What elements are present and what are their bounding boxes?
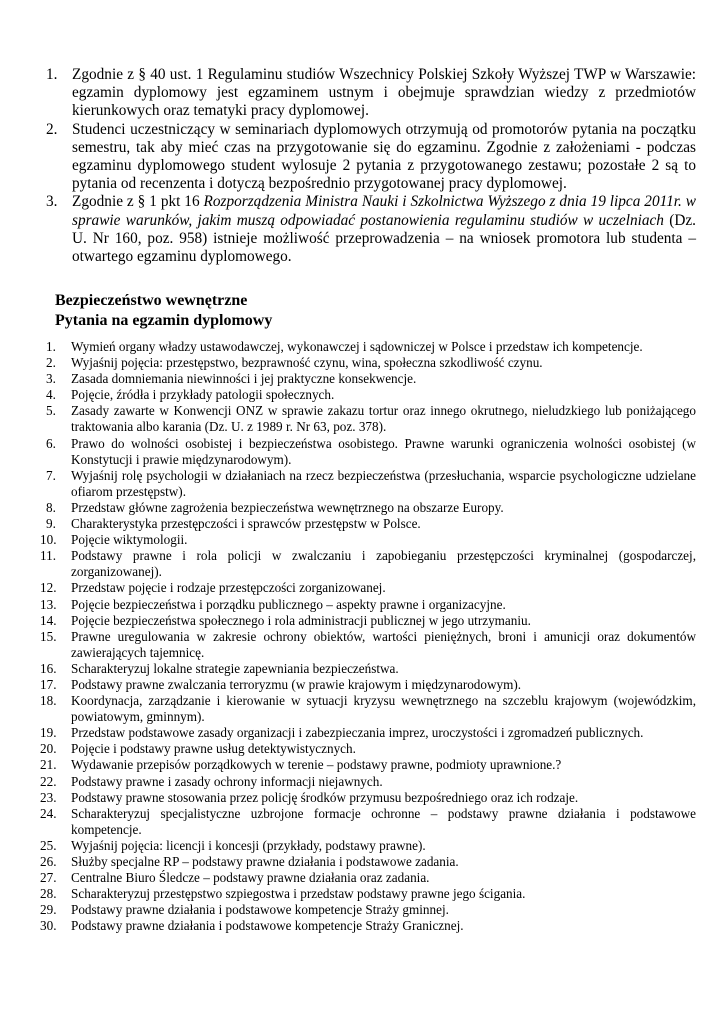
- question-text: Charakterystyka przestępczości i sprawców przestępstw w Polsce.: [71, 516, 421, 532]
- question-number: 18.: [40, 693, 57, 709]
- question-number: 8.: [46, 499, 56, 515]
- question-number: 2.: [46, 355, 56, 371]
- question-number: 22.: [40, 773, 57, 789]
- intro-item-text: Zgodnie z § 40 ust. 1 Regulaminu studiów Wszechnicy Polskiej Szkoły Wyższej TWP w Warszawie: egzamin dyplomowy jest egzaminem ustnym i obejmuje sprawdzian wiedzy z przedmiotów kierunkowych oraz tematyki pracy dyplomowej.: [72, 66, 696, 120]
- intro-list: [40, 66, 696, 266]
- question-text: Scharakteryzuj specjalistyczne uzbrojone formacje ochronne – podstawy prawne działania i podstawowe kompetencje.: [71, 805, 696, 837]
- question-number: 17.: [40, 676, 57, 692]
- question-item: [40, 387, 696, 403]
- question-item: [40, 516, 696, 532]
- question-number: 11.: [40, 548, 56, 564]
- question-text: Podstawy prawne i zasady ochrony informacji niejawnych.: [71, 773, 383, 789]
- question-number: 12.: [40, 580, 57, 596]
- question-item: [40, 757, 696, 773]
- question-text: Podstawy prawne działania i podstawowe kompetencje Straży gminnej.: [71, 902, 449, 918]
- question-item: [40, 580, 696, 596]
- question-text: Wymień organy władzy ustawodawczej, wykonawczej i sądowniczej w Polsce i przedstaw ich kompetencje.: [71, 339, 643, 354]
- question-item: [40, 613, 696, 629]
- question-text: Zasada domniemania niewinności i jej praktyczne konsekwencje.: [71, 371, 417, 387]
- question-text: Wydawanie przepisów porządkowych w terenie – podstawy prawne, podmioty uprawnione.?: [71, 757, 562, 773]
- question-number: 27.: [40, 870, 57, 886]
- question-text: Koordynacja, zarządzanie i kierowanie w sytuacji kryzysu wewnętrznego na szczeblu krajowym (wojewódzkim, powiatowym, gminnym).: [71, 693, 696, 725]
- question-text: Prawne uregulowania w zakresie ochrony obiektów, wartości pieniężnych, broni i amunicji oraz dokumentów zawierających tajemnicę.: [71, 628, 696, 660]
- intro-item: [40, 66, 696, 121]
- question-item: [40, 468, 696, 500]
- question-number: 13.: [40, 596, 57, 612]
- question-item: [40, 436, 696, 468]
- question-item: [40, 355, 696, 371]
- question-number: 30.: [40, 918, 57, 934]
- question-item: [40, 854, 696, 870]
- question-number: 14.: [40, 612, 57, 628]
- question-text: Podstawy prawne i rola policji w zwalczaniu i zapobieganiu przestępczości kryminalnej (gospodarczej, zorganizowanej).: [71, 548, 696, 580]
- question-text: Pojęcie bezpieczeństwa i porządku publicznego – aspekty prawne i organizacyjne.: [71, 596, 506, 612]
- question-number: 16.: [40, 660, 57, 676]
- question-text: Prawo do wolności osobistej i bezpieczeństwa osobistego. Prawne warunki ograniczenia wolności osobistej (w Konstytucji i prawie międzynarodowym).: [71, 435, 696, 467]
- intro-item-number: 3.: [46, 193, 58, 211]
- question-text: Przedstaw główne zagrożenia bezpieczeństwa wewnętrznego na obszarze Europy.: [71, 499, 504, 515]
- question-number: 3.: [46, 371, 56, 387]
- regulation-reference-suffix: (Dz. U. Nr 160, poz. 958) istnieje możliwość przeprowadzenia – na wniosek promotora lub studenta – otwartego egzaminu dyplomowego.: [72, 211, 696, 266]
- question-item: [40, 403, 696, 435]
- intro-item-text: [72, 193, 696, 266]
- question-item: [40, 902, 696, 918]
- question-text: Podstawy prawne działania i podstawowe kompetencje Straży Granicznej.: [71, 918, 464, 934]
- section-title: Bezpieczeństwo wewnętrzne: [55, 292, 248, 309]
- question-item: [40, 806, 696, 838]
- question-item: [40, 371, 696, 387]
- question-item: [40, 774, 696, 790]
- question-text: Pojęcie i podstawy prawne usług detektywistycznych.: [71, 741, 356, 757]
- question-item: [40, 870, 696, 886]
- question-item: [40, 597, 696, 613]
- question-number: 24.: [40, 805, 57, 821]
- question-text: Scharakteryzuj lokalne strategie zapewniania bezpieczeństwa.: [71, 660, 399, 676]
- question-item: [40, 339, 696, 355]
- intro-item: [40, 121, 696, 194]
- question-number: 28.: [40, 886, 57, 902]
- intro-item-number: 2.: [46, 120, 58, 138]
- intro-item: [40, 193, 696, 266]
- question-item: [40, 725, 696, 741]
- question-number: 10.: [40, 532, 57, 548]
- question-number: 5.: [46, 403, 56, 419]
- question-text: Podstawy prawne stosowania przez policję środków przymusu bezpośredniego oraz ich rodzaje.: [71, 789, 579, 805]
- question-number: 15.: [40, 628, 57, 644]
- intro-item-number: 1.: [46, 66, 58, 83]
- question-text: Centralne Biuro Śledcze – podstawy prawne działania oraz zadania.: [71, 870, 430, 886]
- question-text: Scharakteryzuj przestępstwo szpiegostwa i przedstaw podstawy prawne jego ścigania.: [71, 886, 526, 902]
- question-text: Wyjaśnij pojęcia: przestępstwo, bezprawność czynu, wina, społeczna szkodliwość czynu.: [71, 355, 543, 371]
- question-text: Przedstaw podstawowe zasady organizacji i zabezpieczania imprez, uroczystości i zgromadzeń publicznych.: [71, 725, 644, 741]
- question-item: [40, 548, 696, 580]
- question-text: Wyjaśnij pojęcia: licencji i koncesji (przykłady, podstawy prawne).: [71, 837, 426, 853]
- question-number: 7.: [46, 467, 56, 483]
- questions-list: [40, 339, 696, 934]
- question-number: 1.: [46, 339, 56, 354]
- question-text: Pojęcie bezpieczeństwa społecznego i rola administracji publicznej w jego utrzymaniu.: [71, 612, 531, 628]
- question-text: Wyjaśnij rolę psychologii w działaniach na rzecz bezpieczeństwa (przesłuchania, wsparcie psychologiczne udzielane ofiarom przestępstw).: [71, 467, 696, 499]
- question-item: [40, 918, 696, 934]
- question-item: [40, 838, 696, 854]
- question-number: 9.: [46, 516, 56, 532]
- regulation-title: Rozporządzenia Ministra Nauki i Szkolnictwa Wyższego z dnia 19 lipca 2011r. w sprawie warunków, jakim muszą odpowiadać postanowienia regulaminu studiów w uczelniach: [72, 193, 696, 229]
- question-text: Pojęcie, źródła i przykłady patologii społecznych.: [71, 387, 335, 403]
- question-item: [40, 500, 696, 516]
- question-number: 25.: [40, 837, 57, 853]
- question-text: Przedstaw pojęcie i rodzaje przestępczości zorganizowanej.: [71, 580, 386, 596]
- question-number: 19.: [40, 725, 57, 741]
- question-text: Podstawy prawne zwalczania terroryzmu (w prawie krajowym i międzynarodowym).: [71, 676, 522, 692]
- section-subtitle: Pytania na egzamin dyplomowy: [55, 312, 273, 329]
- question-number: 26.: [40, 854, 57, 869]
- question-text: Zasady zawarte w Konwencji ONZ w sprawie zakazu tortur oraz innego okrutnego, nieludzkiego lub poniżającego traktowania albo karania (Dz. U. z 1989 r. Nr 63, poz. 378).: [71, 403, 696, 435]
- question-number: 6.: [46, 435, 56, 451]
- question-item: [40, 677, 696, 693]
- question-item: [40, 741, 696, 757]
- question-number: 21.: [40, 757, 57, 773]
- question-item: [40, 886, 696, 902]
- question-item: [40, 693, 696, 725]
- question-item: [40, 629, 696, 661]
- intro-item-text: Studenci uczestniczący w seminariach dyplomowych otrzymują od promotorów pytania na początku semestru, tak aby mieć czas na przygotowanie się do egzaminu. Zgodnie z założeniami - podczas egzaminu dyplomowego student wylosuje 2 pytania z przygotowanego zestawu; pozostałe 2 są to pytania od recenzenta i dotyczą bezpośrednio przygotowanej pracy dyplomowej.: [72, 120, 696, 193]
- question-text: Pojęcie wiktymologii.: [71, 532, 188, 548]
- question-item: [40, 532, 696, 548]
- question-text: Służby specjalne RP – podstawy prawne działania i podstawowe zadania.: [71, 854, 459, 869]
- question-number: 4.: [46, 387, 56, 403]
- question-number: 20.: [40, 741, 57, 757]
- question-number: 23.: [40, 789, 57, 805]
- question-item: [40, 661, 696, 677]
- question-number: 29.: [40, 902, 57, 918]
- regulation-reference-prefix: Zgodnie z § 1 pkt 16: [72, 193, 204, 211]
- question-item: [40, 790, 696, 806]
